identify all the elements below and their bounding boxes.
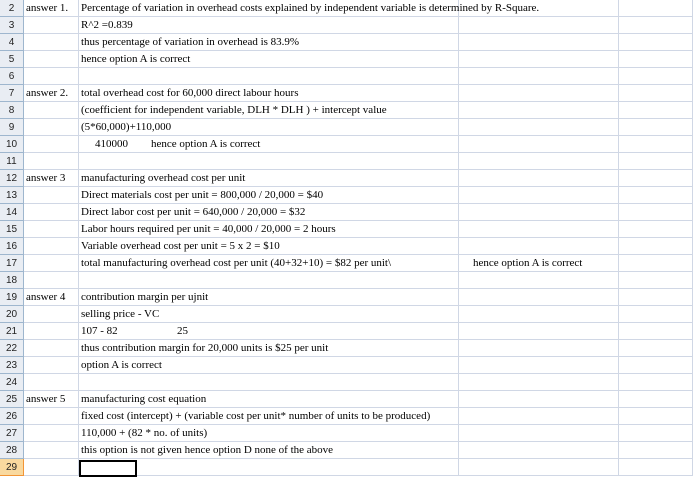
cell-text: 25 xyxy=(177,325,188,337)
sheet-row xyxy=(0,374,693,391)
row-header[interactable]: 17 xyxy=(0,255,24,272)
cell-b[interactable] xyxy=(79,425,459,442)
answer-label: answer 2. xyxy=(26,87,69,99)
cell-text: fixed cost (intercept) + (variable cost per unit* number of units to be produced) xyxy=(81,410,431,422)
cell-c[interactable] xyxy=(459,153,619,170)
row-header[interactable]: 28 xyxy=(0,442,24,459)
sheet-row xyxy=(0,102,693,119)
cell-a[interactable] xyxy=(24,0,79,17)
row-header[interactable]: 25 xyxy=(0,391,24,408)
cell-text: manufacturing cost equation xyxy=(81,393,207,405)
cell-a[interactable] xyxy=(24,459,79,476)
cell-c[interactable] xyxy=(459,272,619,289)
cell-a[interactable] xyxy=(24,34,79,51)
cell-b[interactable] xyxy=(79,34,459,51)
answer-label: answer 5 xyxy=(26,393,66,405)
cell-c[interactable] xyxy=(459,68,619,85)
cell-d[interactable] xyxy=(619,136,693,153)
cell-text: total manufacturing overhead cost per unit (40+32+10) = $82 per unit\ xyxy=(81,257,392,269)
cell-d[interactable] xyxy=(619,391,693,408)
cell-a[interactable] xyxy=(24,408,79,425)
active-cell-cursor[interactable] xyxy=(79,460,137,477)
row-header[interactable]: 16 xyxy=(0,238,24,255)
row-header[interactable]: 22 xyxy=(0,340,24,357)
cell-c[interactable] xyxy=(459,425,619,442)
cell-text: 110,000 + (82 * no. of units) xyxy=(81,427,208,439)
row-header[interactable]: 23 xyxy=(0,357,24,374)
row-header[interactable]: 6 xyxy=(0,68,24,85)
row-header[interactable]: 12 xyxy=(0,170,24,187)
cell-b[interactable] xyxy=(79,51,459,68)
cell-a[interactable] xyxy=(24,153,79,170)
sheet-row xyxy=(0,289,693,306)
row-header[interactable]: 4 xyxy=(0,34,24,51)
cell-c[interactable] xyxy=(459,323,619,340)
sheet-row xyxy=(0,204,693,221)
row-header[interactable]: 10 xyxy=(0,136,24,153)
sheet-row xyxy=(0,408,693,425)
sheet-row xyxy=(0,306,693,323)
sheet-row xyxy=(0,68,693,85)
cell-b[interactable] xyxy=(79,391,459,408)
cell-text: Variable overhead cost per unit = 5 x 2 = $10 xyxy=(81,240,280,252)
cell-c[interactable] xyxy=(459,102,619,119)
sheet-row xyxy=(0,340,693,357)
row-header[interactable]: 27 xyxy=(0,425,24,442)
cell-b[interactable] xyxy=(79,0,540,17)
cell-a[interactable] xyxy=(24,68,79,85)
sheet-row xyxy=(0,323,693,340)
cell-b[interactable] xyxy=(79,85,459,102)
cell-c[interactable] xyxy=(459,34,619,51)
cell-c[interactable] xyxy=(459,170,619,187)
sheet-row xyxy=(0,136,693,153)
sheet-row xyxy=(0,425,693,442)
row-header[interactable]: 7 xyxy=(0,85,24,102)
cell-b[interactable] xyxy=(79,340,459,357)
cell-text: 410000 xyxy=(95,138,128,150)
cell-b[interactable] xyxy=(79,357,459,374)
cell-c[interactable] xyxy=(459,340,619,357)
cell-text: this option is not given hence option D none of the above xyxy=(81,444,334,456)
cell-text: hence option A is correct xyxy=(81,53,191,65)
row-header[interactable]: 8 xyxy=(0,102,24,119)
cell-d[interactable] xyxy=(619,306,693,323)
cell-b[interactable] xyxy=(79,408,459,425)
cell-text: manufacturing overhead cost per unit xyxy=(81,172,246,184)
cell-d[interactable] xyxy=(619,459,693,476)
row-header[interactable]: 26 xyxy=(0,408,24,425)
cell-a[interactable] xyxy=(24,17,79,34)
cell-d[interactable] xyxy=(619,68,693,85)
cell-text: hence option A is correct xyxy=(473,257,583,269)
sheet-row xyxy=(0,391,693,408)
sheet-row xyxy=(0,0,693,17)
cell-a[interactable] xyxy=(24,85,79,102)
cell-d[interactable] xyxy=(619,119,693,136)
cell-text: selling price - VC xyxy=(81,308,160,320)
cell-b[interactable] xyxy=(79,289,459,306)
answer-label: answer 4 xyxy=(26,291,66,303)
sheet-row xyxy=(0,170,693,187)
sheet-row xyxy=(0,119,693,136)
cell-text: thus contribution margin for 20,000 units is $25 per unit xyxy=(81,342,329,354)
row-header[interactable]: 20 xyxy=(0,306,24,323)
sheet-row xyxy=(0,34,693,51)
cell-a[interactable] xyxy=(24,136,79,153)
cell-a[interactable] xyxy=(24,51,79,68)
cell-c[interactable] xyxy=(459,357,619,374)
cell-text: (coefficient for independent variable, DLH * DLH ) + intercept value xyxy=(81,104,387,116)
cell-a[interactable] xyxy=(24,391,79,408)
cell-text: Direct materials cost per unit = 800,000 / 20,000 = $40 xyxy=(81,189,324,201)
row-header[interactable]: 13 xyxy=(0,187,24,204)
row-header[interactable]: 19 xyxy=(0,289,24,306)
cell-d[interactable] xyxy=(619,323,693,340)
row-header[interactable]: 3 xyxy=(0,17,24,34)
sheet-row xyxy=(0,153,693,170)
cell-b[interactable] xyxy=(79,102,459,119)
cell-b[interactable] xyxy=(79,17,459,34)
cell-a[interactable] xyxy=(24,119,79,136)
row-header[interactable]: 14 xyxy=(0,204,24,221)
sheet-row xyxy=(0,51,693,68)
cell-c[interactable] xyxy=(459,306,619,323)
cell-a[interactable] xyxy=(24,306,79,323)
sheet-row xyxy=(0,442,693,459)
cell-text: Labor hours required per unit = 40,000 / 20,000 = 2 hours xyxy=(81,223,336,235)
cell-c[interactable] xyxy=(459,136,619,153)
cell-d[interactable] xyxy=(619,153,693,170)
cell-d[interactable] xyxy=(619,17,693,34)
cell-d[interactable] xyxy=(619,85,693,102)
cell-d[interactable] xyxy=(619,255,693,272)
cell-c[interactable] xyxy=(459,204,619,221)
cell-d[interactable] xyxy=(619,442,693,459)
cell-a[interactable] xyxy=(24,272,79,289)
cell-d[interactable] xyxy=(619,187,693,204)
cell-a[interactable] xyxy=(24,340,79,357)
row-header[interactable]: 18 xyxy=(0,272,24,289)
cell-b[interactable] xyxy=(79,255,459,272)
answer-label: answer 3 xyxy=(26,172,66,184)
cell-c[interactable] xyxy=(459,255,619,272)
cell-d[interactable] xyxy=(619,289,693,306)
cell-text: thus percentage of variation in overhead is 83.9% xyxy=(81,36,300,48)
cell-c[interactable] xyxy=(459,408,619,425)
cell-c[interactable] xyxy=(459,85,619,102)
cell-b[interactable] xyxy=(79,153,459,170)
cell-a[interactable] xyxy=(24,255,79,272)
cell-d[interactable] xyxy=(619,357,693,374)
cell-text: Percentage of variation in overhead costs explained by independent variable is determined by R-Square. xyxy=(81,2,540,14)
cell-text: (5*60,000)+110,000 xyxy=(81,121,172,133)
sheet-row xyxy=(0,357,693,374)
cell-d[interactable] xyxy=(619,34,693,51)
cell-a[interactable] xyxy=(24,425,79,442)
cell-d[interactable] xyxy=(619,221,693,238)
cell-d[interactable] xyxy=(619,238,693,255)
sheet-row xyxy=(0,85,693,102)
cell-c[interactable] xyxy=(459,221,619,238)
cell-a[interactable] xyxy=(24,442,79,459)
cell-b[interactable] xyxy=(79,119,459,136)
cell-b[interactable] xyxy=(79,68,459,85)
cell-c[interactable] xyxy=(459,374,619,391)
cell-a[interactable] xyxy=(24,323,79,340)
cell-c[interactable] xyxy=(459,442,619,459)
cell-b[interactable] xyxy=(79,442,459,459)
cell-b[interactable] xyxy=(79,306,459,323)
row-header[interactable]: 29 xyxy=(0,459,24,476)
cell-b[interactable] xyxy=(79,323,459,340)
sheet-row xyxy=(0,255,693,272)
row-header[interactable]: 24 xyxy=(0,374,24,391)
cell-c[interactable] xyxy=(459,289,619,306)
cell-text: R^2 =0.839 xyxy=(81,19,133,31)
cell-a[interactable] xyxy=(24,357,79,374)
cell-a[interactable] xyxy=(24,170,79,187)
row-header[interactable]: 21 xyxy=(0,323,24,340)
cell-d[interactable] xyxy=(619,170,693,187)
sheet-row xyxy=(0,221,693,238)
cell-a[interactable] xyxy=(24,221,79,238)
sheet-row xyxy=(0,238,693,255)
cell-c[interactable] xyxy=(459,187,619,204)
cell-d[interactable] xyxy=(619,408,693,425)
cell-a[interactable] xyxy=(24,187,79,204)
cell-c[interactable] xyxy=(459,0,619,17)
cell-a[interactable] xyxy=(24,289,79,306)
row-header[interactable]: 9 xyxy=(0,119,24,136)
cell-b[interactable] xyxy=(79,238,459,255)
cell-c[interactable] xyxy=(459,119,619,136)
row-header[interactable]: 15 xyxy=(0,221,24,238)
row-header[interactable]: 11 xyxy=(0,153,24,170)
cell-text: Direct labor cost per unit = 640,000 / 20,000 = $32 xyxy=(81,206,306,218)
cell-a[interactable] xyxy=(24,374,79,391)
cell-text: 107 - 82 xyxy=(81,325,118,337)
sheet-row xyxy=(0,17,693,34)
cell-d[interactable] xyxy=(619,51,693,68)
cell-d[interactable] xyxy=(619,0,693,17)
cell-a[interactable] xyxy=(24,238,79,255)
cell-d[interactable] xyxy=(619,102,693,119)
cell-c[interactable] xyxy=(459,391,619,408)
cell-text: contribution margin per ujnit xyxy=(81,291,209,303)
sheet-row xyxy=(0,272,693,289)
cell-d[interactable] xyxy=(619,425,693,442)
cell-b[interactable] xyxy=(79,374,459,391)
cell-d[interactable] xyxy=(619,374,693,391)
cell-d[interactable] xyxy=(619,272,693,289)
sheet-row xyxy=(0,187,693,204)
cell-c[interactable] xyxy=(459,17,619,34)
cell-c[interactable] xyxy=(459,238,619,255)
cell-b[interactable] xyxy=(79,221,459,238)
cell-a[interactable] xyxy=(24,102,79,119)
row-header[interactable]: 2 xyxy=(0,0,24,17)
answer-label: answer 1. xyxy=(26,2,69,14)
cell-text: option A is correct xyxy=(81,359,162,371)
cell-d[interactable] xyxy=(619,204,693,221)
cell-b[interactable] xyxy=(79,170,459,187)
cell-c[interactable] xyxy=(459,459,619,476)
cell-b[interactable] xyxy=(79,136,459,153)
cell-b[interactable] xyxy=(79,272,459,289)
cell-b[interactable] xyxy=(79,204,459,221)
cell-text: total overhead cost for 60,000 direct labour hours xyxy=(81,87,299,99)
row-header[interactable]: 5 xyxy=(0,51,24,68)
cell-b[interactable] xyxy=(79,187,459,204)
cell-c[interactable] xyxy=(459,51,619,68)
cell-a[interactable] xyxy=(24,204,79,221)
cell-d[interactable] xyxy=(619,340,693,357)
cell-text: hence option A is correct xyxy=(151,138,261,150)
